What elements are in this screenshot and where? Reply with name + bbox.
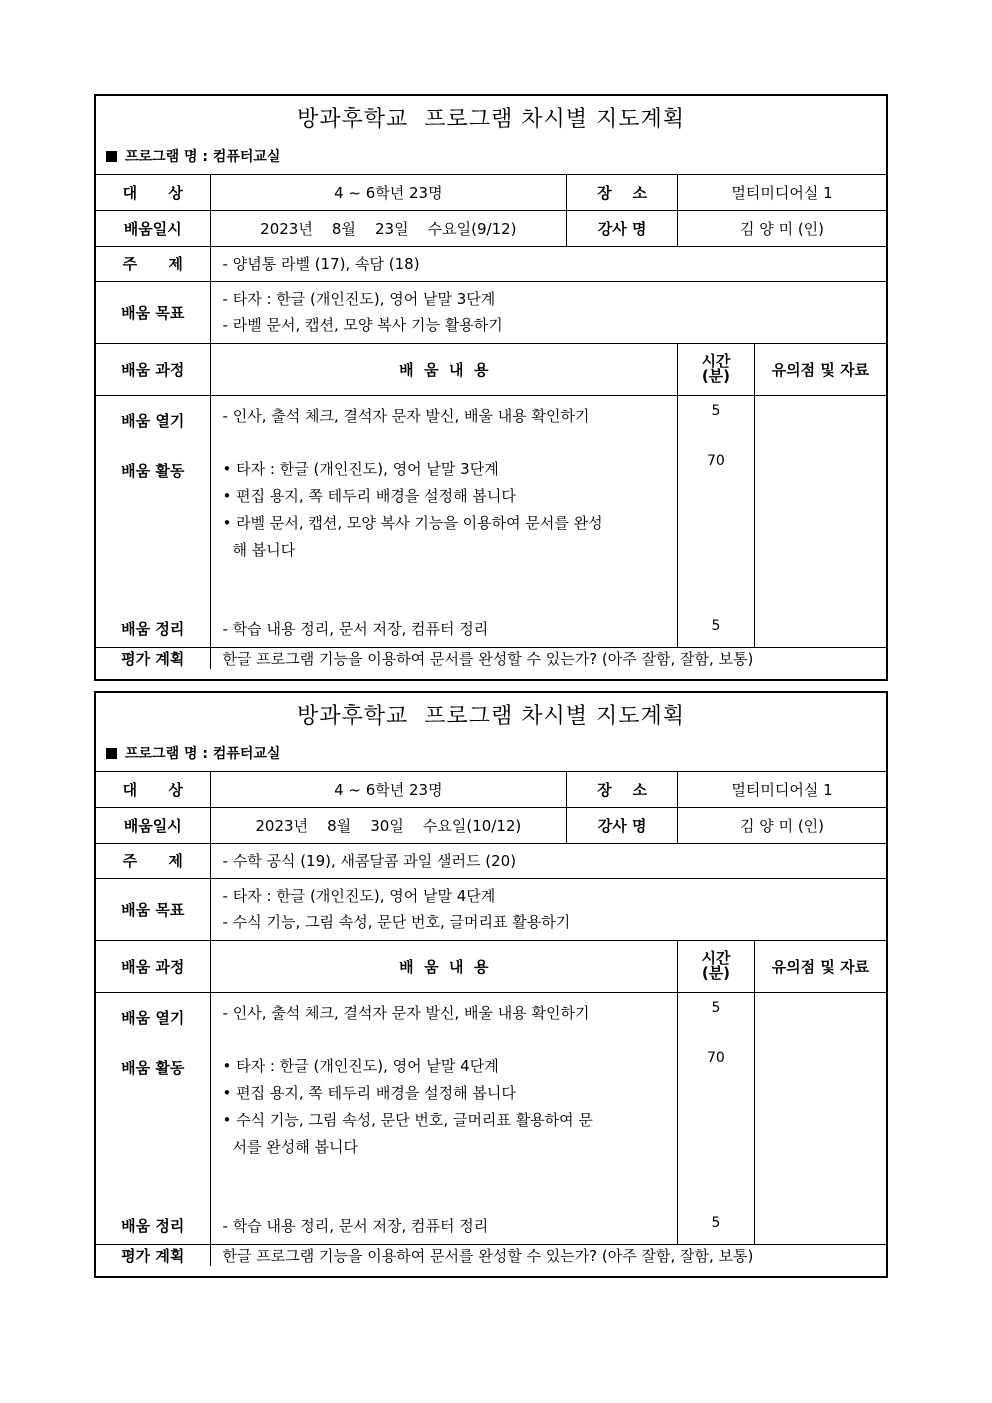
goal-item: - 라벨 문서, 캡션, 모양 복사 기능 활용하기 [222, 316, 503, 334]
target-row [96, 772, 886, 807]
stage-activity-time: 70 [707, 1049, 725, 1066]
activity-item: • 편집 용지, 쪽 테두리 배경을 설정해 봅니다 [223, 483, 678, 510]
stage-activity-label: 배움 활동 [121, 1058, 185, 1077]
activity-item: • 수식 기능, 그림 속성, 문단 번호, 글머리표 활용하여 문 [223, 1107, 678, 1134]
square-bullet-icon [106, 748, 117, 759]
stage-close-text: - 학습 내용 정리, 문서 저장, 컴퓨터 정리 [222, 619, 489, 638]
lesson-plan-1 [94, 94, 888, 681]
place-value: 멀티미디어실 1 [678, 175, 886, 210]
target-value: 4 ~ 6학년 23명 [210, 772, 567, 807]
teacher-label: 강사 명 [567, 210, 678, 246]
topic-row [96, 843, 886, 878]
activity-list [211, 1053, 678, 1161]
date-row [96, 210, 886, 246]
evaluation-label: 평가 계획 [96, 647, 210, 669]
target-row [96, 175, 886, 210]
teacher-value: 김 양 미 (인) [678, 210, 886, 246]
goal-row [96, 878, 886, 940]
target-label: 대 상 [96, 772, 210, 807]
process-header-row [96, 940, 886, 992]
activity-item-continuation: 해 봅니다 [232, 540, 296, 559]
content-label: 배 움 내 용 [210, 343, 678, 395]
topic-value: - 수학 공식 (19), 새콤달콤 과일 샐러드 (20) [210, 843, 886, 878]
goal-item: - 타자 : 한글 (개인진도), 영어 낱말 4단계 [222, 887, 496, 905]
plan-title: 방과후학교 프로그램 차시별 지도계획 [296, 704, 685, 729]
notes-label: 유의점 및 자료 [754, 940, 886, 992]
stage-close-label: 배움 정리 [121, 619, 185, 638]
process-header-row [96, 343, 886, 395]
evaluation-row [96, 647, 886, 669]
date-row [96, 807, 886, 843]
place-label: 장 소 [567, 772, 678, 807]
topic-row [96, 246, 886, 281]
evaluation-value: 한글 프로그램 기능을 이용하여 문서를 완성할 수 있는가? (아주 잘함, 잘함, 보통) [210, 1244, 886, 1266]
stage-close-time: 5 [711, 617, 721, 634]
stage-close-text: - 학습 내용 정리, 문서 저장, 컴퓨터 정리 [222, 1216, 489, 1235]
stage-activity-time: 70 [707, 452, 725, 469]
stage-close-time: 5 [711, 1214, 721, 1231]
stage-close-label: 배움 정리 [121, 1216, 185, 1235]
stage-labels [96, 992, 210, 1244]
plan-header [96, 693, 886, 772]
process-label: 배움 과정 [96, 940, 210, 992]
teacher-value: 김 양 미 (인) [678, 807, 886, 843]
topic-value: - 양념통 라벨 (17), 속담 (18) [210, 246, 886, 281]
lesson-plan-2 [94, 691, 888, 1278]
activity-item: • 라벨 문서, 캡션, 모양 복사 기능을 이용하여 문서를 완성 [223, 510, 678, 537]
target-value: 4 ~ 6학년 23명 [210, 175, 567, 210]
date-value: 2023년 8월 30일 수요일(10/12) [210, 807, 567, 843]
goal-list [210, 281, 886, 343]
stage-open-time: 5 [711, 402, 721, 419]
activity-item: • 편집 용지, 쪽 테두리 배경을 설정해 봅니다 [223, 1080, 678, 1107]
square-bullet-icon [106, 151, 117, 162]
plan-table [96, 175, 886, 669]
notes-label: 유의점 및 자료 [754, 343, 886, 395]
plan-title: 방과후학교 프로그램 차시별 지도계획 [296, 107, 685, 132]
evaluation-label: 평가 계획 [96, 1244, 210, 1266]
stage-notes [754, 395, 886, 647]
evaluation-row [96, 1244, 886, 1266]
process-body-row [96, 992, 886, 1244]
date-label: 배움일시 [96, 210, 210, 246]
content-label: 배 움 내 용 [210, 940, 678, 992]
topic-label: 주 제 [96, 843, 210, 878]
stage-times [678, 992, 755, 1244]
plan-header [96, 96, 886, 175]
program-name [106, 743, 280, 763]
program-name [106, 146, 280, 166]
stage-contents [210, 395, 678, 647]
stage-open-text: - 인사, 출석 체크, 결석자 문자 발신, 배울 내용 확인하기 [222, 406, 590, 425]
activity-item-continuation: 서를 완성해 봅니다 [232, 1137, 358, 1156]
process-body-row [96, 395, 886, 647]
stage-labels [96, 395, 210, 647]
place-label: 장 소 [567, 175, 678, 210]
date-value: 2023년 8월 23일 수요일(9/12) [210, 210, 567, 246]
stage-open-label: 배움 열기 [121, 1008, 185, 1027]
stage-notes [754, 992, 886, 1244]
place-value: 멀티미디어실 1 [678, 772, 886, 807]
topic-label: 주 제 [96, 246, 210, 281]
stage-open-text: - 인사, 출석 체크, 결석자 문자 발신, 배울 내용 확인하기 [222, 1003, 590, 1022]
plan-table [96, 772, 886, 1266]
stage-contents [210, 992, 678, 1244]
goal-list [210, 878, 886, 940]
target-label: 대 상 [96, 175, 210, 210]
teacher-label: 강사 명 [567, 807, 678, 843]
stage-times [678, 395, 755, 647]
program-name-text: 프로그램 명 : 컴퓨터교실 [125, 149, 281, 165]
stage-open-label: 배움 열기 [121, 411, 185, 430]
goal-item: - 타자 : 한글 (개인진도), 영어 낱말 3단계 [222, 290, 496, 308]
process-label: 배움 과정 [96, 343, 210, 395]
goal-label: 배움 목표 [96, 281, 210, 343]
stage-activity-label: 배움 활동 [121, 461, 185, 480]
date-label: 배움일시 [96, 807, 210, 843]
time-label: 시간 (분) [678, 343, 755, 395]
program-name-text: 프로그램 명 : 컴퓨터교실 [125, 746, 281, 762]
goal-label: 배움 목표 [96, 878, 210, 940]
activity-item: • 타자 : 한글 (개인진도), 영어 낱말 4단계 [223, 1053, 678, 1080]
time-label: 시간 (분) [678, 940, 755, 992]
stage-open-time: 5 [711, 999, 721, 1016]
activity-item: • 타자 : 한글 (개인진도), 영어 낱말 3단계 [223, 456, 678, 483]
goal-row [96, 281, 886, 343]
evaluation-value: 한글 프로그램 기능을 이용하여 문서를 완성할 수 있는가? (아주 잘함, 잘함, 보통) [210, 647, 886, 669]
activity-list [211, 456, 678, 564]
goal-item: - 수식 기능, 그림 속성, 문단 번호, 글머리표 활용하기 [222, 913, 571, 931]
